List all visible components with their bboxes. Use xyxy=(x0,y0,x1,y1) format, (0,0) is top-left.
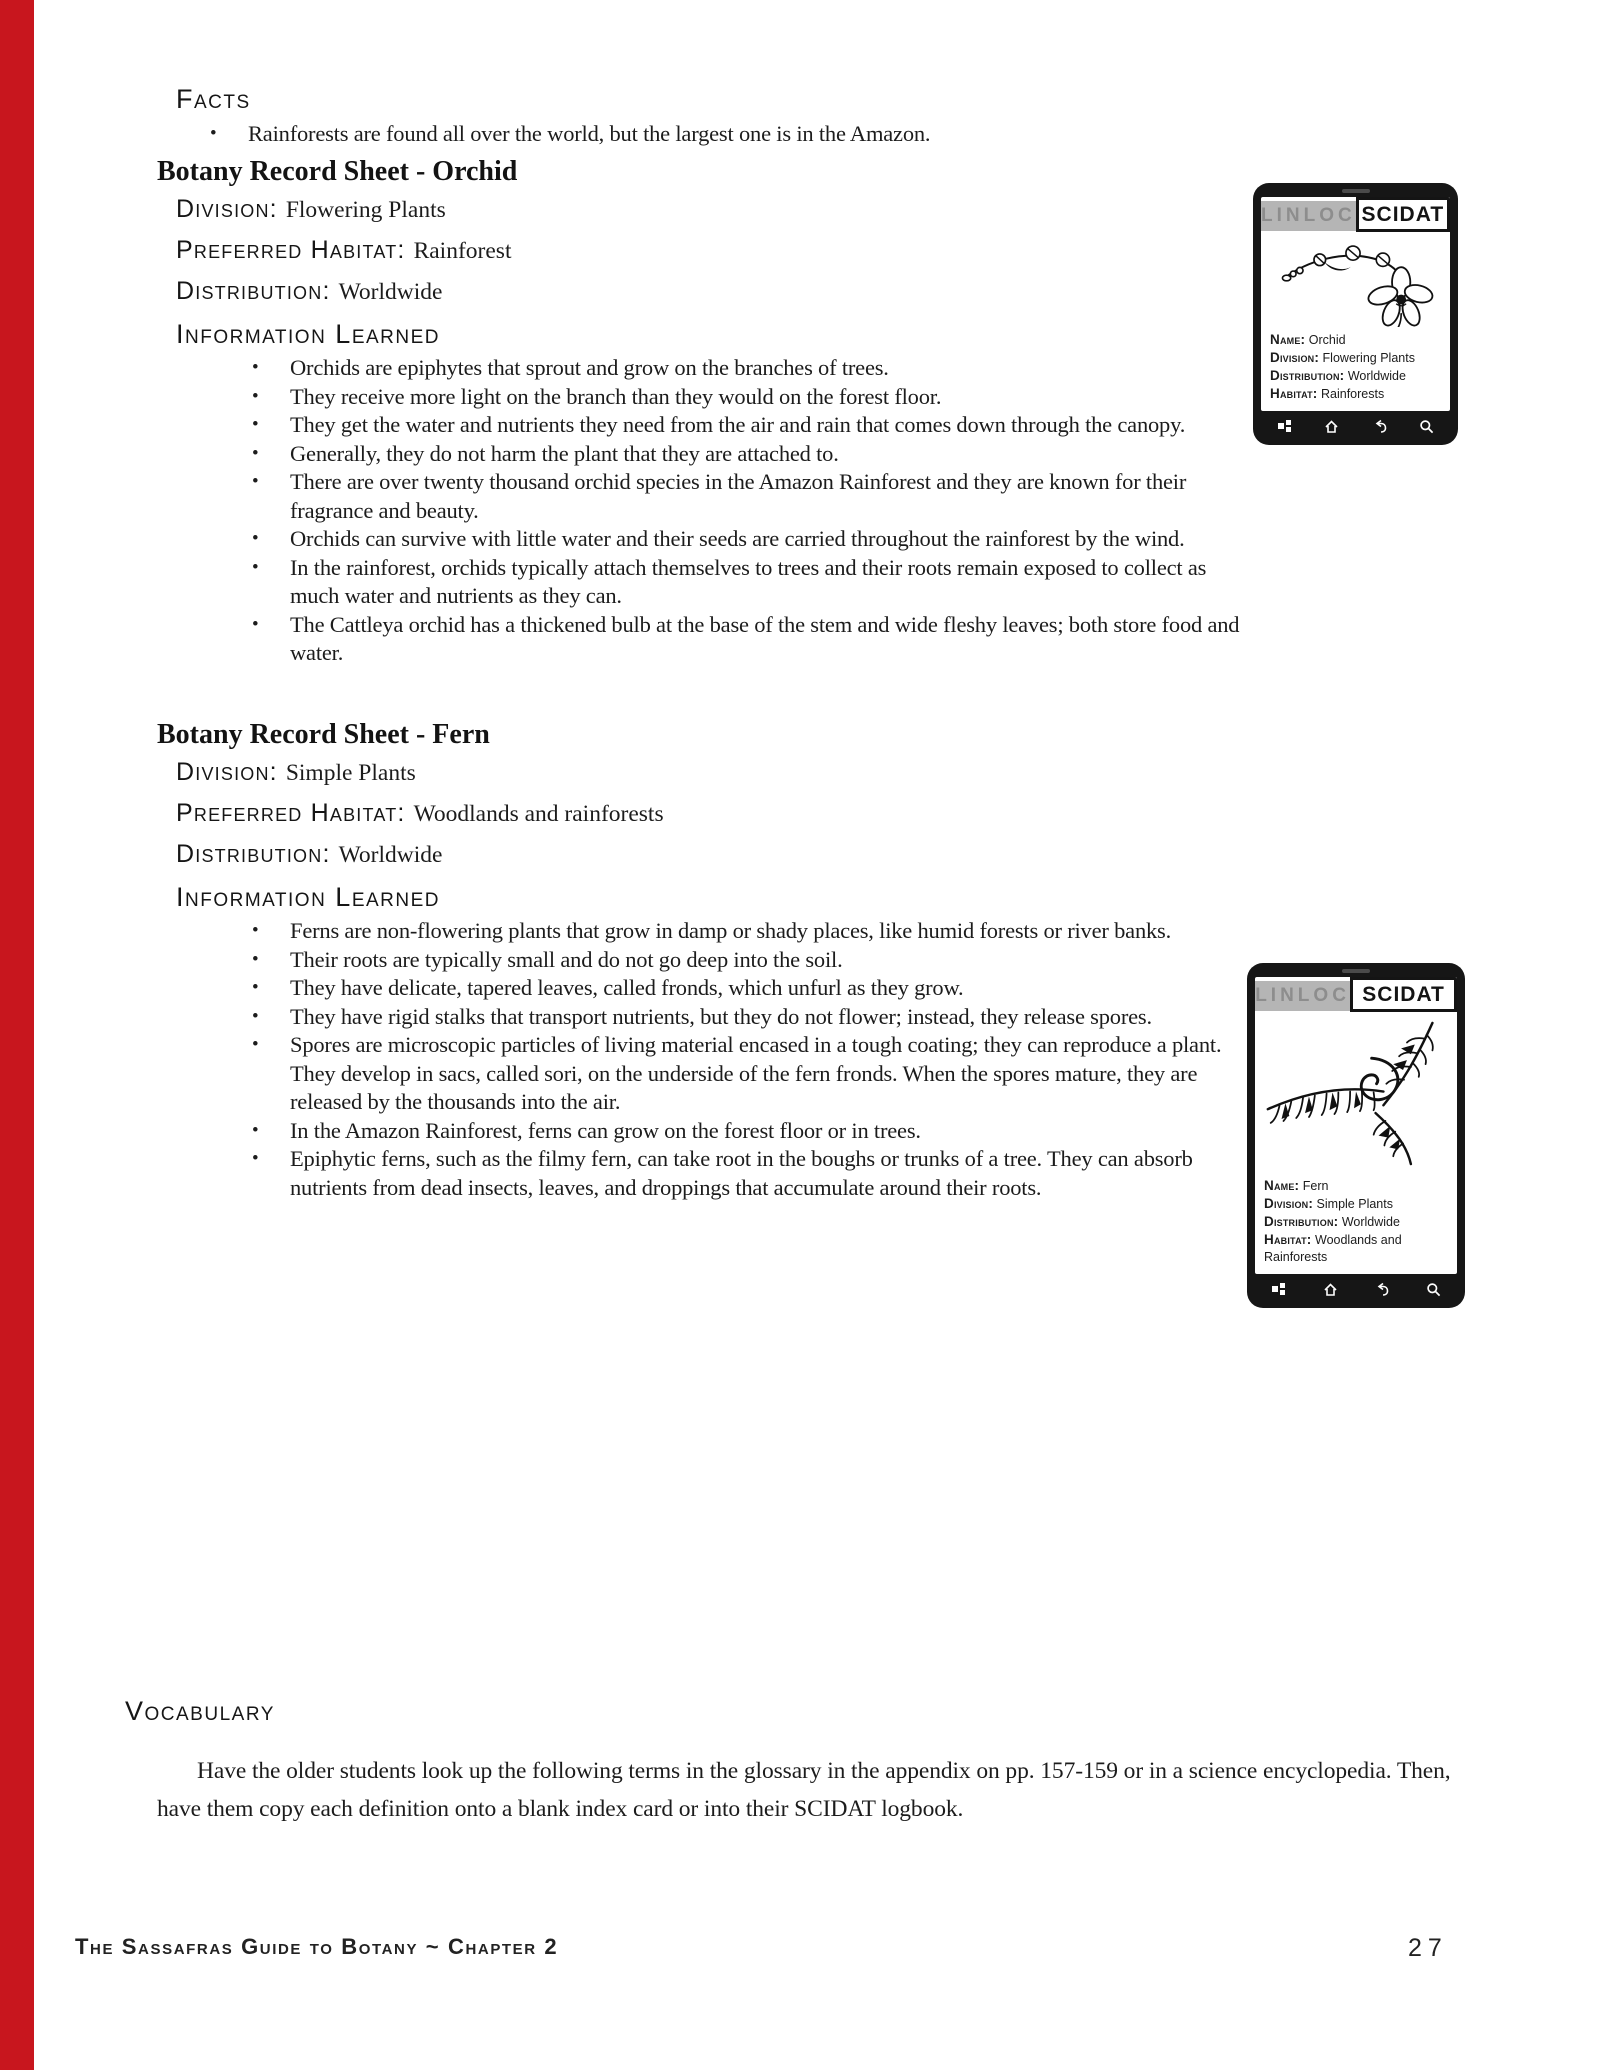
bullet-text: Spores are microscopic particles of living material encased in a tough coating; they can reproduce a plant. They develop in sacs, called sori, on the underside of the fern fronds. When the spores mature, they are released by the thousands into the air. xyxy=(290,1032,1222,1114)
home-icon xyxy=(1324,419,1339,434)
device-info-row xyxy=(1270,331,1441,349)
orchid-fields xyxy=(176,196,1240,308)
field-division xyxy=(176,759,1240,789)
device-info-row xyxy=(1264,1177,1448,1195)
field-value: Worldwide xyxy=(338,279,443,305)
linloc-logo: LINLOC xyxy=(1261,201,1356,231)
field-division xyxy=(176,196,1240,226)
bullet-item xyxy=(252,1145,1240,1202)
field-value: Simple Plants xyxy=(285,760,416,786)
device-info-row xyxy=(1270,385,1441,403)
bullet-text: The Cattleya orchid has a thickened bulb at the base of the stem and wide fleshy leaves; both store food and water. xyxy=(290,611,1240,665)
bullet-marker: • xyxy=(252,1148,259,1169)
apps-icon xyxy=(1271,1282,1286,1297)
bullet-text: Orchids are epiphytes that sprout and grow on the branches of trees. xyxy=(290,355,889,380)
facts-heading: Facts xyxy=(176,84,251,114)
bullet-item xyxy=(252,354,1240,383)
bullet-marker: • xyxy=(210,123,217,144)
orchid-record-title: Botany Record Sheet - Orchid xyxy=(157,156,518,187)
search-icon xyxy=(1426,1282,1441,1297)
bullet-item xyxy=(252,525,1240,554)
field-label: Division: xyxy=(176,758,278,786)
field-label: Preferred Habitat: xyxy=(176,799,406,827)
bullet-text: Epiphytic ferns, such as the filmy fern, can take root in the boughs or trunks of a tree. They can absorb nutrients from dead insects, leaves, and droppings that accumulate around their roots. xyxy=(290,1146,1193,1200)
bullet-marker: • xyxy=(252,948,259,970)
bullet-marker: • xyxy=(252,1034,259,1055)
fern-bullet-list xyxy=(252,917,1240,1202)
device-info-label: Distribution: xyxy=(1270,368,1345,383)
field-value: Worldwide xyxy=(338,842,443,868)
bullet-item xyxy=(252,917,1240,946)
device-info-panel xyxy=(1255,1175,1457,1274)
bullet-marker: • xyxy=(252,920,259,941)
device-info-label: Division: xyxy=(1264,1196,1314,1211)
bullet-item xyxy=(252,554,1240,611)
bullet-marker: • xyxy=(252,471,259,492)
home-icon xyxy=(1323,1282,1338,1297)
device-info-row xyxy=(1270,367,1441,385)
back-icon xyxy=(1374,1282,1389,1297)
device-info-value: Simple Plants xyxy=(1316,1197,1393,1211)
bullet-marker: • xyxy=(252,385,259,407)
fern-fields xyxy=(176,759,1240,871)
device-info-row xyxy=(1270,349,1441,367)
bullet-item xyxy=(252,611,1240,668)
bullet-text: They have delicate, tapered leaves, called fronds, which unfurl as they grow. xyxy=(290,975,964,1000)
device-info-row xyxy=(1264,1213,1448,1231)
device-info-value: Worldwide xyxy=(1341,1215,1400,1229)
bullet-marker: • xyxy=(252,977,259,998)
device-nav-bar xyxy=(1261,411,1450,439)
bullet-marker: • xyxy=(252,357,259,378)
field-label: Distribution: xyxy=(176,840,331,868)
facts-section xyxy=(176,84,930,149)
orchid-illustration xyxy=(1261,232,1450,329)
device-info-label: Habitat: xyxy=(1270,386,1318,401)
field-label: Preferred Habitat: xyxy=(176,236,406,264)
bullet-text: They get the water and nutrients they need from the air and rain that comes down through the canopy. xyxy=(290,412,1186,437)
field-distribution xyxy=(176,841,1240,871)
fern-illustration xyxy=(1255,1012,1457,1175)
device-info-label: Habitat: xyxy=(1264,1232,1312,1247)
field-value: Rainforest xyxy=(413,238,512,264)
page-edge-accent-bar xyxy=(0,0,34,2070)
bullet-text: In the rainforest, orchids typically attach themselves to trees and their roots remain exposed to collect as much water and nutrients as they can. xyxy=(290,554,1207,608)
field-preferred-habitat xyxy=(176,237,1240,267)
field-value: Woodlands and rainforests xyxy=(413,801,664,827)
field-preferred-habitat xyxy=(176,800,1240,830)
device-info-value: Fern xyxy=(1302,1179,1329,1193)
bullet-text: Ferns are non-flowering plants that grow in damp or shady places, like humid forests or river banks. xyxy=(290,918,1172,943)
bullet-marker: • xyxy=(252,528,259,549)
device-info-value: Worldwide xyxy=(1347,369,1406,383)
bullet-item xyxy=(252,946,1240,975)
device-info-panel xyxy=(1261,329,1450,411)
device-info-label: Name: xyxy=(1264,1178,1300,1193)
fern-record-section xyxy=(157,719,1240,1202)
fern-record-title: Botany Record Sheet - Fern xyxy=(157,719,490,750)
orchid-bullet-list xyxy=(252,354,1240,668)
device-speaker xyxy=(1342,189,1370,193)
bullet-text: Their roots are typically small and do not go deep into the soil. xyxy=(290,946,843,972)
device-screen xyxy=(1261,197,1450,411)
bullet-text: They receive more light on the branch than they would on the forest floor. xyxy=(290,383,942,409)
device-info-label: Distribution: xyxy=(1264,1214,1339,1229)
apps-icon xyxy=(1277,419,1292,434)
fern-info-heading: Information Learned xyxy=(176,882,441,912)
bullet-text: Orchids can survive with little water and their seeds are carried throughout the rainforest by the wind. xyxy=(290,526,1185,551)
scidat-logo: SCIDAT xyxy=(1356,197,1450,232)
bullet-item xyxy=(210,120,930,149)
bullet-marker: • xyxy=(252,1005,259,1027)
device-info-value: Orchid xyxy=(1308,333,1346,347)
bullet-text: They have rigid stalks that transport nutrients, but they do not flower; instead, they release spores. xyxy=(290,1003,1152,1029)
bullet-text: Generally, they do not harm the plant that they are attached to. xyxy=(290,440,839,466)
page-number: 27 xyxy=(1408,1934,1448,1962)
bullet-item xyxy=(252,1117,1240,1146)
scidat-device-orchid xyxy=(1253,183,1458,445)
field-label: Division: xyxy=(176,195,278,223)
bullet-item xyxy=(252,1031,1240,1117)
device-info-value: Rainforests xyxy=(1321,387,1385,401)
field-label: Distribution: xyxy=(176,277,331,305)
bullet-item xyxy=(252,440,1240,469)
field-distribution xyxy=(176,278,1240,308)
bullet-item xyxy=(252,974,1240,1003)
bullet-item xyxy=(252,383,1240,412)
footer-book-title: The Sassafras Guide to Botany ~ Chapter 2 xyxy=(75,1934,559,1959)
search-icon xyxy=(1419,419,1434,434)
bullet-marker: • xyxy=(252,1119,259,1141)
linloc-logo: LINLOC xyxy=(1255,981,1350,1011)
bullet-text: There are over twenty thousand orchid species in the Amazon Rainforest and they are known for their fragrance and beauty. xyxy=(290,469,1187,523)
device-info-label: Division: xyxy=(1270,350,1320,365)
device-screen xyxy=(1255,977,1457,1274)
device-header xyxy=(1255,977,1457,1012)
device-speaker xyxy=(1342,969,1370,973)
device-info-value: Woodlands and Rainforests xyxy=(1264,1233,1402,1264)
orchid-record-section xyxy=(157,156,1240,668)
back-icon xyxy=(1372,419,1387,434)
bullet-marker: • xyxy=(252,414,259,435)
field-value: Flowering Plants xyxy=(285,197,446,223)
vocabulary-heading: Vocabulary xyxy=(125,1696,275,1726)
bullet-marker: • xyxy=(252,556,259,578)
device-info-label: Name: xyxy=(1270,332,1306,347)
device-info-value: Flowering Plants xyxy=(1322,351,1415,365)
scidat-logo: SCIDAT xyxy=(1350,977,1457,1012)
bullet-item xyxy=(252,468,1240,525)
orchid-info-heading: Information Learned xyxy=(176,319,441,349)
scidat-device-fern xyxy=(1247,963,1465,1308)
vocabulary-paragraph: Have the older students look up the following terms in the glossary in the appendix on pp. 157-159 or in a science encyclopedia. Then, have them copy each definition onto a blank index card or into their SCIDAT logbook. xyxy=(157,1758,1451,1822)
facts-bullet-list xyxy=(210,120,930,149)
bullet-item xyxy=(252,1003,1240,1032)
device-info-row xyxy=(1264,1195,1448,1213)
device-nav-bar xyxy=(1255,1274,1457,1302)
device-header xyxy=(1261,197,1450,232)
bullet-marker: • xyxy=(252,442,259,464)
device-info-row xyxy=(1264,1231,1448,1266)
bullet-item xyxy=(252,411,1240,440)
bullet-marker: • xyxy=(252,613,259,635)
bullet-text: In the Amazon Rainforest, ferns can grow on the forest floor or in trees. xyxy=(290,1117,921,1143)
bullet-text: Rainforests are found all over the world, but the largest one is in the Amazon. xyxy=(248,121,931,146)
